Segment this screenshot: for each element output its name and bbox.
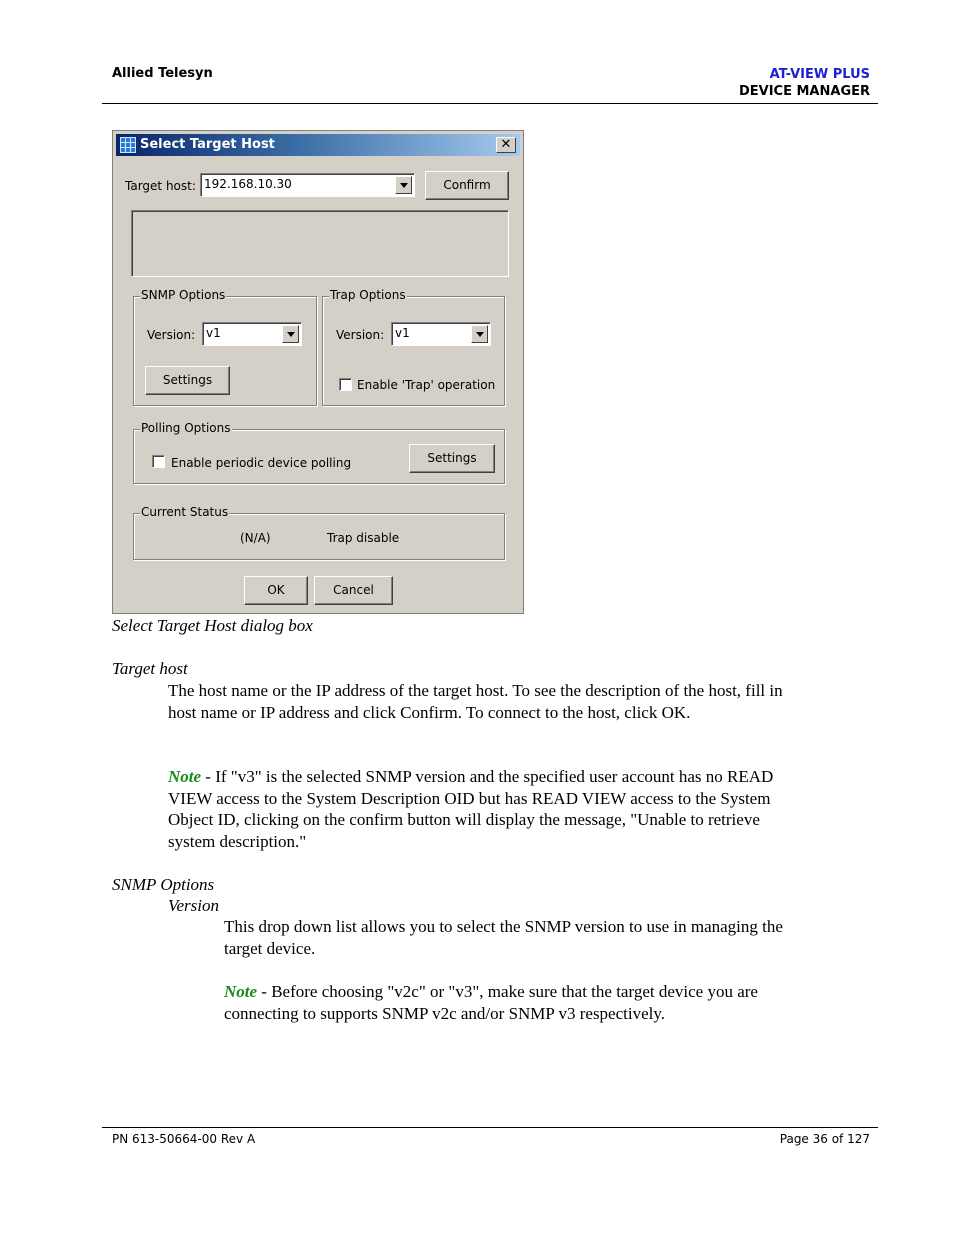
- enable-polling-label: Enable periodic device polling: [171, 456, 352, 470]
- note-label: Note: [168, 767, 202, 786]
- chevron-down-icon[interactable]: [471, 325, 488, 343]
- target-host-value: 192.168.10.30: [204, 177, 292, 191]
- network-grid-icon: [120, 137, 136, 153]
- dialog-title: Select Target Host: [140, 137, 275, 152]
- target-host-paragraph: [168, 680, 783, 723]
- version-paragraph: [224, 916, 783, 959]
- trap-options-title: Trap Options: [330, 288, 406, 302]
- snmp-settings-button[interactable]: Settings: [145, 366, 230, 395]
- note-line: system description.": [168, 831, 307, 851]
- note-label: Note: [224, 982, 258, 1001]
- enable-trap-label: Enable 'Trap' operation: [357, 378, 496, 392]
- header-rule: [102, 103, 878, 104]
- polling-options-title: Polling Options: [141, 421, 231, 435]
- header-right: [739, 66, 870, 100]
- company-name: Allied Telesyn: [112, 66, 213, 81]
- paragraph-line: The host name or the IP address of the target host. To see the description of the host, fill in: [168, 681, 783, 700]
- product-name: AT-VIEW PLUS: [769, 67, 870, 82]
- snmp-version-value: v1: [206, 326, 221, 340]
- trap-status-text: Trap disable: [327, 531, 400, 545]
- snmp-options-heading: SNMP Options: [112, 875, 215, 894]
- version-subheading: Version: [168, 896, 219, 915]
- cancel-button[interactable]: Cancel: [314, 576, 393, 605]
- snmp-options-group: [133, 288, 317, 406]
- target-host-heading: Target host: [112, 659, 188, 678]
- polling-status-text: (N/A): [240, 531, 271, 545]
- target-host-combo[interactable]: [200, 173, 415, 197]
- chevron-down-icon[interactable]: [282, 325, 299, 343]
- part-number: PN 613-50664-00 Rev A: [112, 1132, 256, 1146]
- snmp-version-label: Version:: [147, 328, 196, 342]
- polling-settings-button[interactable]: Settings: [409, 444, 495, 473]
- enable-polling-checkbox[interactable]: [152, 455, 165, 468]
- note-line: connecting to supports SNMP v2c and/or SNMP v3 respectively.: [224, 1003, 666, 1023]
- current-status-title: Current Status: [141, 505, 229, 519]
- confirm-button[interactable]: Confirm: [425, 171, 509, 200]
- trap-options-group: [322, 288, 505, 406]
- target-host-note: [168, 766, 773, 852]
- enable-trap-checkbox[interactable]: [339, 378, 352, 391]
- version-note: [224, 981, 758, 1024]
- paragraph-line: host name or IP address and click Confirm. To connect to the host, click OK.: [168, 702, 691, 722]
- note-text: - Before choosing "v2c" or "v3", make sure that the target device you are: [257, 982, 758, 1001]
- dialog-titlebar[interactable]: [116, 134, 520, 156]
- snmp-options-title: SNMP Options: [141, 288, 226, 302]
- page-number: Page 36 of 127: [779, 1132, 870, 1146]
- note-line: VIEW access to the System Description OID but has READ VIEW access to the System: [168, 788, 771, 808]
- trap-version-value: v1: [395, 326, 410, 340]
- snmp-version-select[interactable]: [202, 322, 302, 346]
- polling-options-group: [133, 421, 505, 484]
- current-status-group: [133, 505, 505, 560]
- figure-caption: Select Target Host dialog box: [112, 616, 313, 635]
- chevron-down-icon[interactable]: [395, 176, 412, 194]
- ok-button[interactable]: OK: [244, 576, 308, 605]
- paragraph-line: This drop down list allows you to select the SNMP version to use in managing the: [224, 917, 783, 936]
- section-name: DEVICE MANAGER: [738, 84, 870, 99]
- footer-rule: [102, 1127, 878, 1128]
- close-icon[interactable]: ✕: [496, 137, 516, 153]
- host-description-panel: [131, 210, 509, 277]
- target-host-label: Target host:: [125, 179, 196, 193]
- paragraph-line: target device.: [224, 938, 316, 958]
- note-text: - If "v3" is the selected SNMP version and the specified user account has no READ: [201, 767, 774, 786]
- select-target-host-dialog: [112, 130, 524, 614]
- trap-version-label: Version:: [336, 328, 385, 342]
- note-line: Object ID, clicking on the confirm button will display the message, "Unable to retrieve: [168, 810, 760, 829]
- trap-version-select[interactable]: [391, 322, 491, 346]
